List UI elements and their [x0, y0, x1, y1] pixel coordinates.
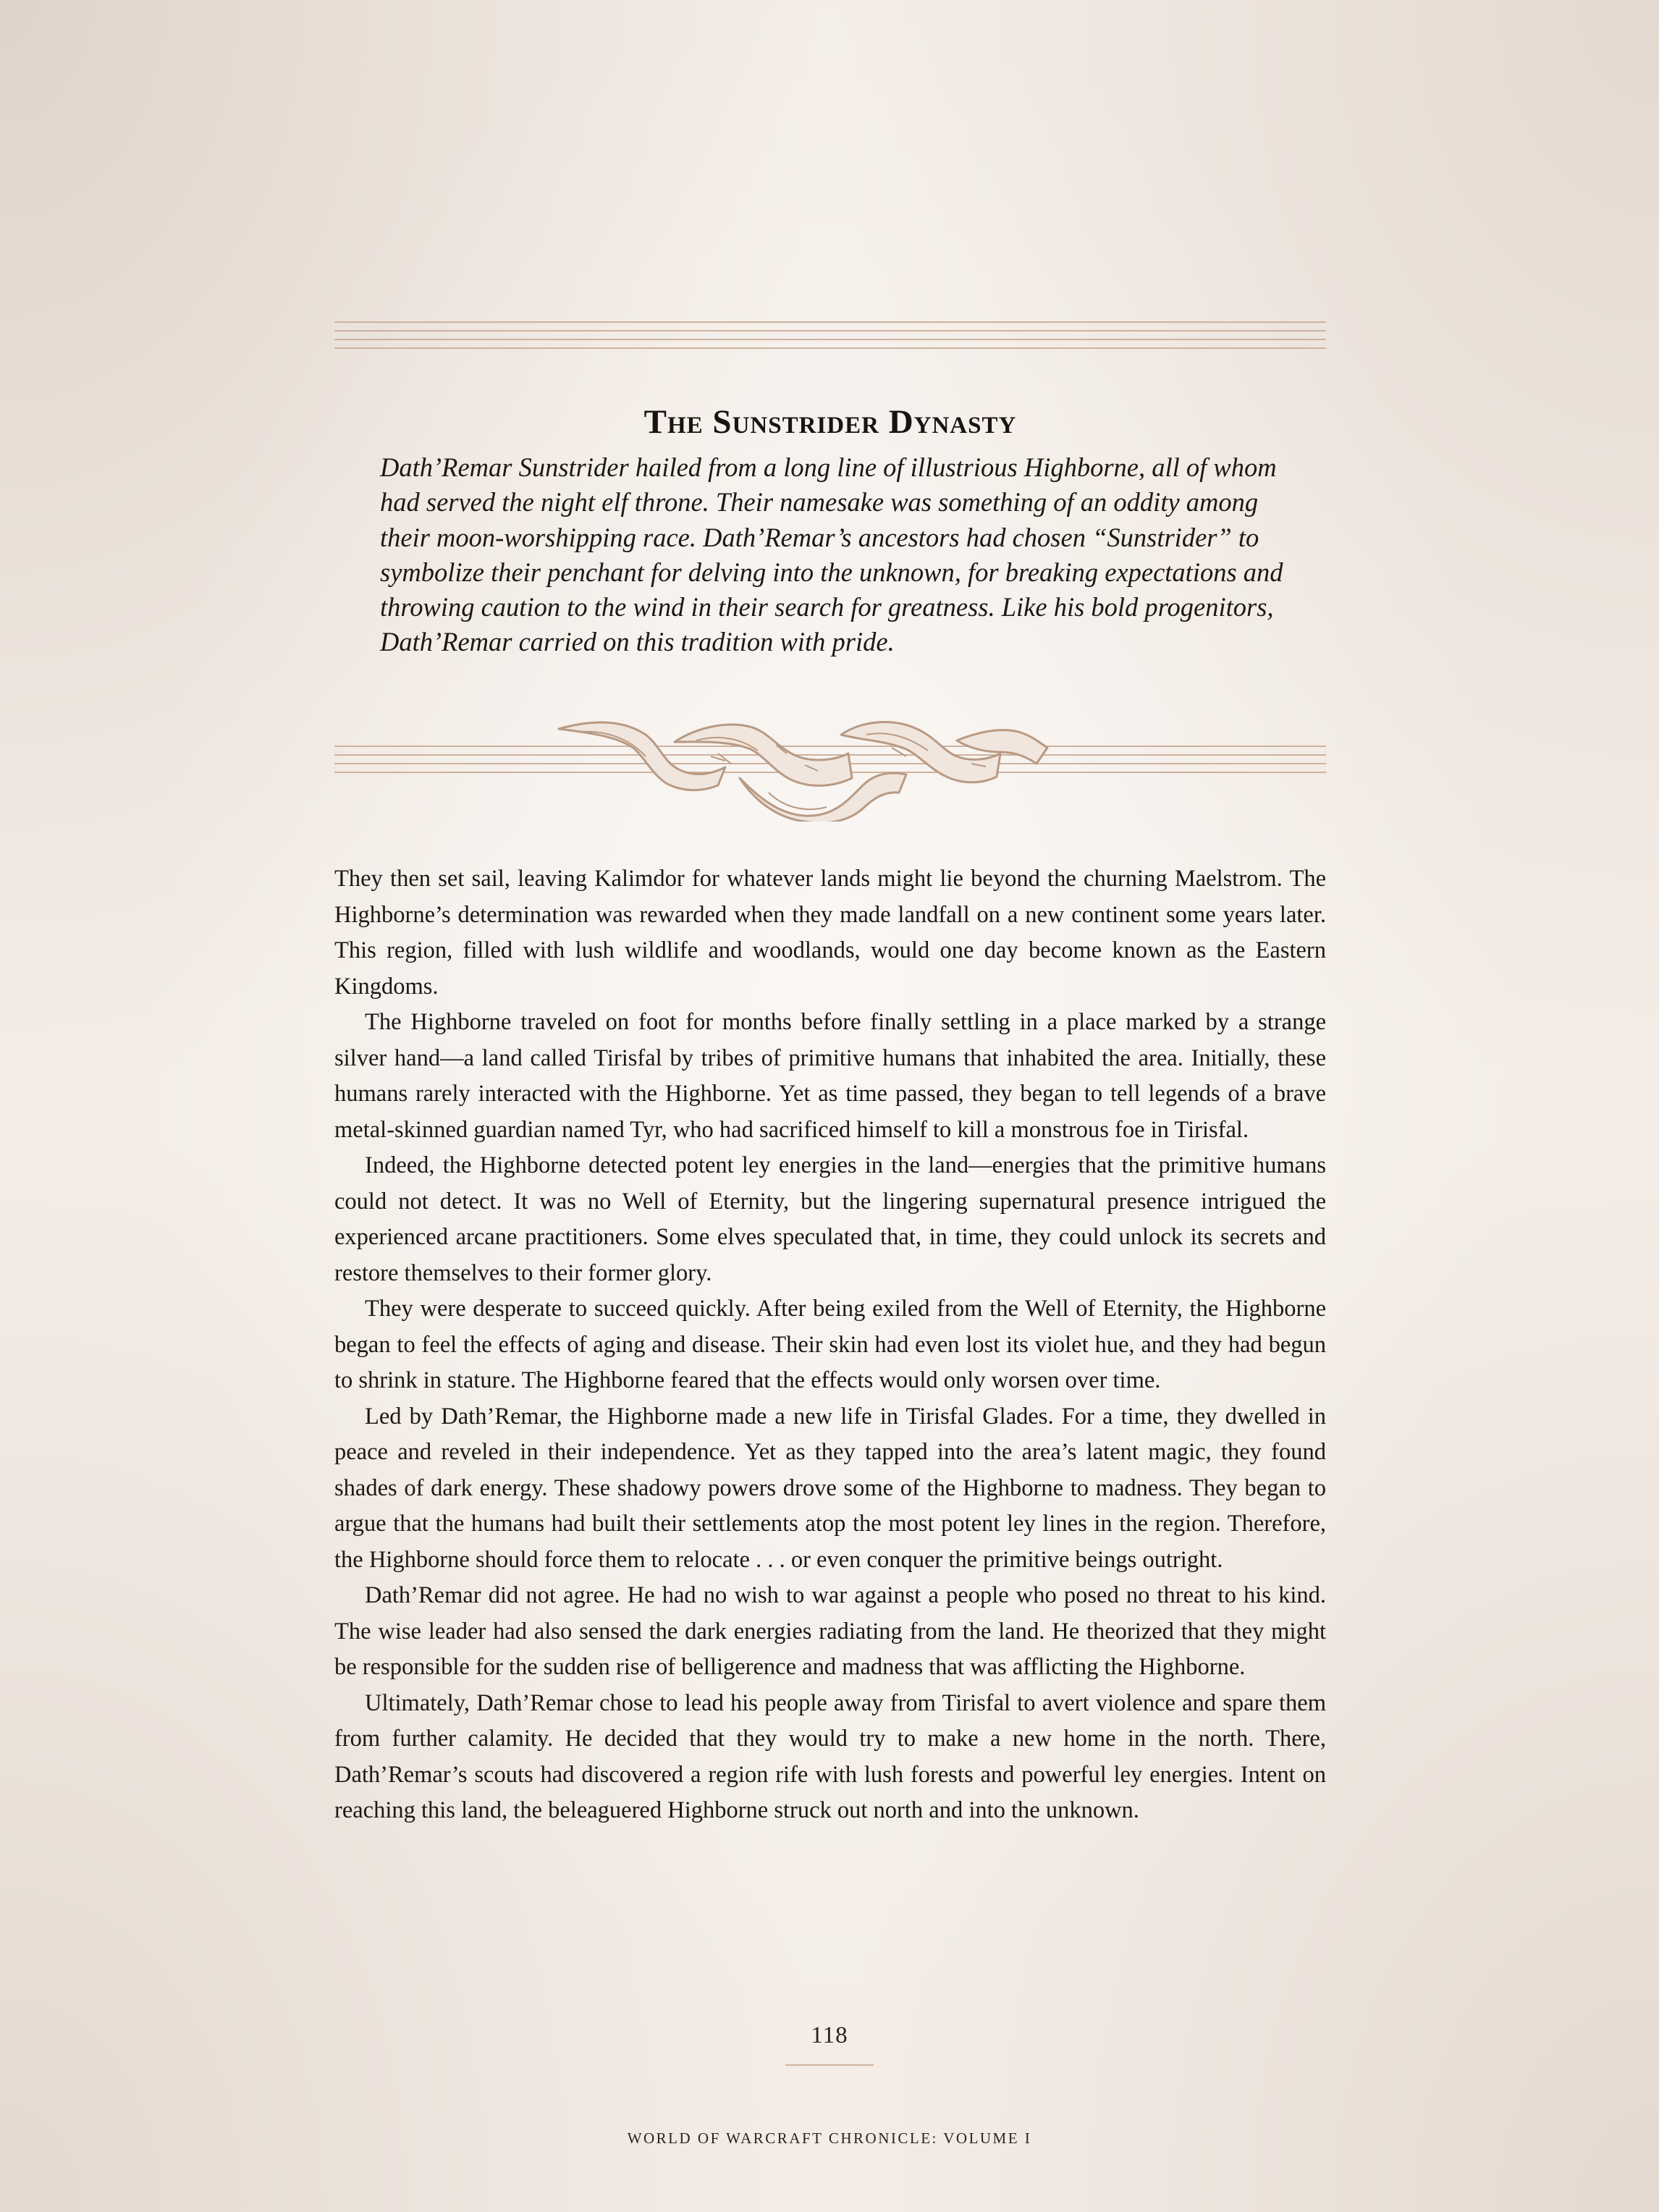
body-paragraph: Dath’Remar did not agree. He had no wish to war against a people who posed no threat to his kind. The wise leader had also sensed the dark energies radiating from the land. He theorized that they might be responsible for the sudden rise of belligerence and madness that was afflicting the Highborne.: [334, 1582, 1326, 1680]
page-number: 118: [811, 2022, 848, 2048]
running-footer-title: WORLD OF WARCRAFT CHRONICLE: VOLUME I: [627, 2129, 1032, 2147]
body-paragraph: Led by Dath’Remar, the Highborne made a new life in Tirisfal Glades. For a time, they dwelled in peace and reveled in their independence. Yet as they tapped into the area’s latent magic, they found shades of dark energy. These shadowy powers drove some of the Highborne to madness. They began to argue that the humans had built their settlements atop the most potent ley lines in the region. Therefore, the Highborne should force them to relocate . . . or even conquer the primitive beings outright.: [334, 1403, 1326, 1573]
sidebar-title: The Sunstrider Dynasty: [643, 403, 1017, 441]
footer-divider: [785, 2064, 874, 2066]
body-text: [334, 861, 1326, 1829]
body-paragraph: They then set sail, leaving Kalimdor for whatever lands might lie beyond the churning Maelstrom. The Highborne’s determination was rewarded when they made landfall on a new continent some years later. This region, filled with lush wildlife and woodlands, would one day become known as the Eastern Kingdoms.: [334, 866, 1326, 1000]
sidebar-text: Dath’Remar Sunstrider hailed from a long line of illustrious Highborne, all of whom had served the night elf throne. Their namesake was something of an oddity among their moon-worshipping race. Dath’Remar’s ancestors had chosen “Sunstrider” to symbolize their penchant for delving into the unknown, for breaking expectations and throwing caution to the wind in their search for greatness. Like his bold progenitors, Dath’Remar carried on this tradition with pride.: [380, 452, 1283, 657]
top-ornamental-rules: [334, 321, 1326, 350]
body-paragraph: The Highborne traveled on foot for months before finally settling in a place marked by a strange silver hand—a land called Tirisfal by tribes of primitive humans that inhabited the area. Initially, these humans rarely interacted with the Highborne. Yet as time passed, they began to tell legends of a brave metal-skinned guardian named Tyr, who had sacrificed himself to kill a monstrous foe in Tirisfal.: [334, 1009, 1326, 1143]
body-paragraph: Ultimately, Dath’Remar chose to lead his people away from Tirisfal to avert violence and spare them from further calamity. He decided that they would try to make a new home in the north. There, Dath’Remar’s scouts had discovered a region rife with lush forests and powerful ley energies. Intent on reaching this land, the beleaguered Highborne struck out north and into the unknown.: [334, 1689, 1326, 1823]
body-paragraph: They were desperate to succeed quickly. After being exiled from the Well of Eternity, the Highborne began to feel the effects of aging and disease. Their skin had even lost its violet hue, and they had begun to shrink in stature. The Highborne feared that the effects would only worsen over time.: [334, 1296, 1326, 1393]
body-paragraph: Indeed, the Highborne detected potent ley energies in the land—energies that the primitive humans could not detect. It was no Well of Eternity, but the lingering supernatural presence intrigued the experienced arcane practitioners. Some elves speculated that, in time, they could unlock its secrets and restore themselves to their former glory.: [334, 1152, 1326, 1286]
scroll-ornament-divider: [334, 706, 1326, 822]
